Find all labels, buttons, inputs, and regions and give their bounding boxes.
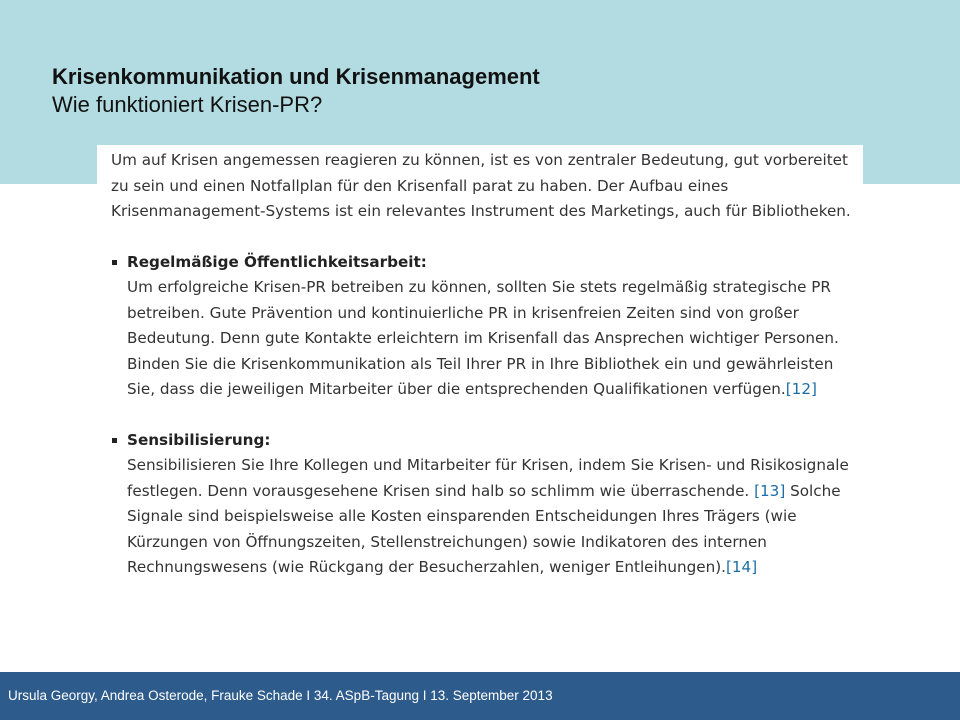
item-body-text: Solche Signale sind beispielsweise alle Kosten einsparenden Entscheidungen Ihres Trägers (wie Kürzungen von Öffnungszeiten, Stellenstreichungen) sowie Indikatoren des internen Rechnungswesens (wie Rückgang der Besucherzahlen, weniger Entleihungen). (127, 481, 841, 576)
item-body (127, 275, 851, 403)
bullet-square-icon (112, 260, 117, 265)
footnote-link-14[interactable]: [14] (725, 558, 758, 576)
item-heading: Regelmäßige Öffentlichkeitsarbeit: (127, 252, 427, 271)
intro-paragraph: Um auf Krisen angemessen reagieren zu können, ist es von zentraler Bedeutung, gut vorbereitet zu sein und einen Notfallplan für den Krisenfall parat zu haben. Der Aufbau eines Krisenmanagement-Systems ist ein relevantes Instrument des Marketings, auch für Bibliotheken. (111, 151, 851, 220)
list-item-oeffentlichkeitsarbeit (111, 250, 851, 403)
footnote-link-13[interactable]: [13] (754, 481, 786, 500)
item-body (127, 453, 851, 581)
footer-band (0, 672, 960, 720)
slide-title-block (52, 63, 540, 119)
item-body-text: Sensibilisieren Sie Ihre Kollegen und Mitarbeiter für Krisen, indem Sie Krisen- und Risikosignale festlegen. Denn vorausgesehene Krisen sind halb so schlimm wie überraschende. (127, 456, 849, 500)
item-body-text: Um erfolgreiche Krisen-PR betreiben zu können, sollten Sie stets regelmäßig strategische PR betreiben. Gute Prävention und kontinuierliche PR in krisenfreien Zeiten sind von großer Bedeutung. Denn gute Kontakte erleichtern im Krisenfall das Ansprechen wichtiger Personen. Binden Sie die Krisenkommunikation als Teil Ihrer PR in Ihre Bibliothek ein und gewährleisten Sie, dass die jeweiligen Mitarbeiter über die entsprechenden Qualifikationen verfügen. (127, 278, 839, 398)
footnote-link-12[interactable]: [12] (785, 380, 817, 398)
slide-subtitle: Wie funktioniert Krisen-PR? (52, 92, 323, 117)
list-item-sensibilisierung (111, 428, 851, 581)
slide-title: Krisenkommunikation und Krisenmanagement (52, 64, 540, 89)
item-heading: Sensibilisierung: (127, 430, 271, 449)
footer-credits: Ursula Georgy, Andrea Osterode, Frauke Schade I 34. ASpB-Tagung I 13. September 2013 (8, 688, 553, 703)
content-screenshot (97, 145, 863, 675)
bullet-square-icon (112, 438, 117, 443)
